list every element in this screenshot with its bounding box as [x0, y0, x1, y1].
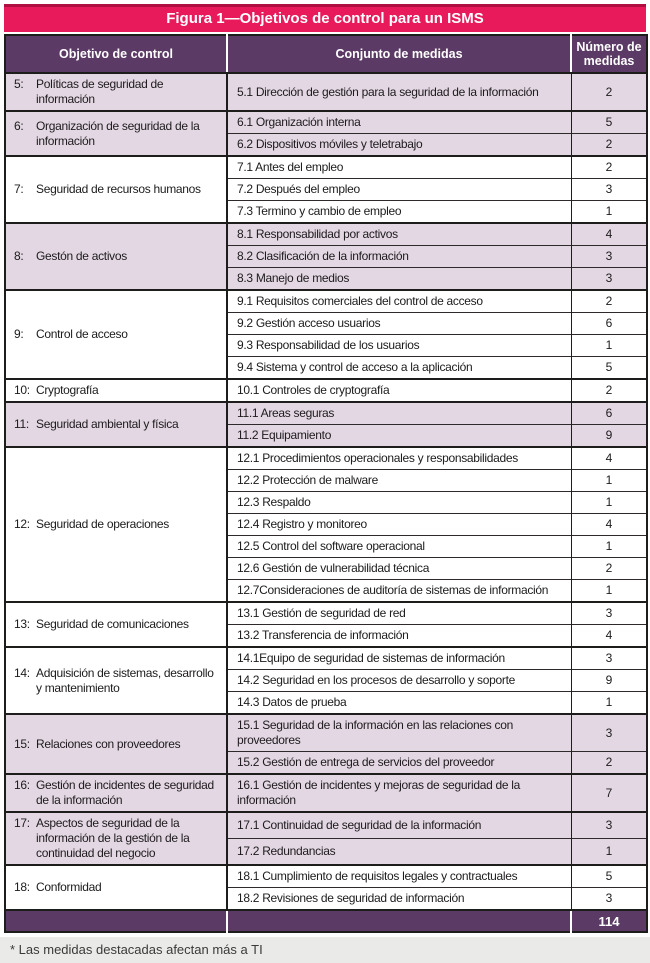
objective-label: Relaciones con proveedores: [36, 736, 181, 751]
objective-cell: [5, 774, 227, 812]
measure-row: [5, 774, 647, 812]
measure-label-cell: 5.1 Dirección de gestión para la seguridad de la información: [227, 73, 571, 111]
objective-cell: [5, 73, 227, 111]
objective-label: Seguridad de comunicaciones: [36, 617, 189, 631]
column-header-conjunto: Conjunto de medidas: [227, 35, 571, 73]
objective-number: 14:: [14, 665, 30, 680]
measure-label-cell: 18.2 Revisiones de seguridad de información: [227, 888, 571, 911]
measure-label-cell: 12.3 Respaldo: [227, 492, 571, 514]
measure-label-cell: 13.2 Transferencia de información: [227, 625, 571, 648]
measure-label-cell: 9.2 Gestión acceso usuarios: [227, 313, 571, 335]
objective-cell: [5, 812, 227, 865]
total-row: [5, 910, 647, 932]
measure-label-cell: 11.1 Areas seguras: [227, 402, 571, 425]
measure-label-cell: 6.1 Organización interna: [227, 111, 571, 134]
objective-label: Seguridad de operaciones: [36, 517, 169, 531]
header-row: [5, 35, 647, 73]
measure-label-cell: 16.1 Gestión de incidentes y mejoras de seguridad de la información: [227, 774, 571, 812]
measure-label-cell: 9.3 Responsabilidad de los usuarios: [227, 335, 571, 357]
objective-cell: [5, 647, 227, 714]
total-spacer-measures: [227, 910, 571, 932]
objective-cell: [5, 402, 227, 447]
footnote: * Las medidas destacadas afectan más a TI: [0, 937, 650, 963]
objective-cell: [5, 111, 227, 156]
measure-count-cell: 2: [571, 290, 647, 313]
objective-number: 6:: [14, 118, 24, 133]
objective-label: Aspectos de seguridad de la información de la gestión de la continuidad del negocio: [36, 816, 190, 860]
measure-label-cell: 12.2 Protección de malware: [227, 470, 571, 492]
measure-row: [5, 156, 647, 179]
column-header-objetivo: Objetivo de control: [5, 35, 227, 73]
total-count: 114: [571, 910, 647, 932]
objective-number: 13:: [14, 617, 30, 631]
measure-count-cell: 1: [571, 201, 647, 224]
objective-cell: [5, 223, 227, 290]
measure-count-cell: 3: [571, 602, 647, 625]
measure-label-cell: 12.5 Control del software operacional: [227, 536, 571, 558]
objective-cell: [5, 714, 227, 774]
measure-count-cell: 3: [571, 179, 647, 201]
objective-label: Seguridad de recursos humanos: [36, 182, 201, 196]
measure-row: [5, 379, 647, 402]
measure-label-cell: 14.3 Datos de prueba: [227, 692, 571, 715]
measure-count-cell: 2: [571, 379, 647, 402]
measure-row: [5, 602, 647, 625]
measure-count-cell: 2: [571, 752, 647, 775]
objective-number: 12:: [14, 517, 30, 531]
objective-number: 5:: [14, 77, 24, 91]
measure-count-cell: 9: [571, 670, 647, 692]
objective-number: 17:: [14, 816, 30, 830]
measure-count-cell: 2: [571, 73, 647, 111]
objective-label: Seguridad ambiental y física: [36, 417, 179, 431]
measure-row: [5, 223, 647, 246]
measure-label-cell: 12.4 Registro y monitoreo: [227, 514, 571, 536]
objective-label: Gestión de incidentes de seguridad de la información: [36, 778, 214, 807]
measure-row: [5, 865, 647, 888]
measure-label-cell: 17.1 Continuidad de seguridad de la información: [227, 812, 571, 839]
controls-table: [4, 34, 648, 933]
measure-row: [5, 402, 647, 425]
objective-number: 10:: [14, 383, 30, 397]
measure-label-cell: 14.2 Seguridad en los procesos de desarrollo y soporte: [227, 670, 571, 692]
objective-number: 18:: [14, 880, 30, 894]
measure-label-cell: 9.4 Sistema y control de acceso a la aplicación: [227, 357, 571, 380]
objective-number: 11:: [14, 417, 29, 431]
objective-label: Cryptografía: [36, 383, 99, 397]
measure-count-cell: 2: [571, 156, 647, 179]
measure-count-cell: 5: [571, 357, 647, 380]
measure-count-cell: 5: [571, 111, 647, 134]
measure-count-cell: 1: [571, 580, 647, 603]
measure-label-cell: 6.2 Dispositivos móviles y teletrabajo: [227, 134, 571, 157]
table-footer: [5, 910, 647, 932]
measure-label-cell: 12.1 Procedimientos operacionales y responsabilidades: [227, 447, 571, 470]
measure-count-cell: 3: [571, 246, 647, 268]
measure-label-cell: 17.2 Redundancias: [227, 839, 571, 866]
measure-count-cell: 2: [571, 134, 647, 157]
measure-count-cell: 4: [571, 625, 647, 648]
measure-count-cell: 6: [571, 313, 647, 335]
objective-cell: [5, 379, 227, 402]
measure-label-cell: 11.2 Equipamiento: [227, 425, 571, 448]
objective-cell: [5, 602, 227, 647]
measure-count-cell: 7: [571, 774, 647, 812]
measure-count-cell: 3: [571, 268, 647, 291]
measure-row: [5, 111, 647, 134]
objective-number: 15:: [14, 736, 30, 751]
measure-count-cell: 6: [571, 402, 647, 425]
figure-title: Figura 1—Objetivos de control para un ISMS: [4, 4, 646, 32]
objective-number: 8:: [14, 249, 24, 263]
measure-count-cell: 3: [571, 812, 647, 839]
measure-label-cell: 13.1 Gestión de seguridad de red: [227, 602, 571, 625]
measure-label-cell: 15.2 Gestión de entrega de servicios del proveedor: [227, 752, 571, 775]
measure-row: [5, 647, 647, 670]
objective-number: 7:: [14, 182, 24, 196]
total-spacer-objective: [5, 910, 227, 932]
measure-count-cell: 5: [571, 865, 647, 888]
measure-count-cell: 1: [571, 536, 647, 558]
measure-label-cell: 8.1 Responsabilidad por activos: [227, 223, 571, 246]
measure-count-cell: 9: [571, 425, 647, 448]
measure-label-cell: 12.7Consideraciones de auditoría de sistemas de información: [227, 580, 571, 603]
measure-count-cell: 1: [571, 335, 647, 357]
measure-count-cell: 1: [571, 692, 647, 715]
measure-count-cell: 3: [571, 888, 647, 911]
measure-row: [5, 73, 647, 111]
objective-label: Control de acceso: [36, 327, 128, 341]
measure-count-cell: 1: [571, 492, 647, 514]
table-body: [5, 73, 647, 910]
measure-count-cell: 1: [571, 470, 647, 492]
measure-count-cell: 4: [571, 447, 647, 470]
measure-count-cell: 4: [571, 514, 647, 536]
measure-row: [5, 447, 647, 470]
measure-count-cell: 3: [571, 714, 647, 752]
measure-label-cell: 7.1 Antes del empleo: [227, 156, 571, 179]
objective-label: Conformidad: [36, 880, 102, 894]
measure-label-cell: 8.3 Manejo de medios: [227, 268, 571, 291]
objective-label: Organización de seguridad de la información: [36, 118, 200, 148]
measure-count-cell: 2: [571, 558, 647, 580]
measure-label-cell: 8.2 Clasificación de la información: [227, 246, 571, 268]
measure-label-cell: 7.3 Termino y cambio de empleo: [227, 201, 571, 224]
measure-row: [5, 812, 647, 839]
measure-label-cell: 14.1Equipo de seguridad de sistemas de información: [227, 647, 571, 670]
measure-count-cell: 4: [571, 223, 647, 246]
objective-cell: [5, 290, 227, 379]
measure-label-cell: 12.6 Gestión de vulnerabilidad técnica: [227, 558, 571, 580]
objective-cell: [5, 156, 227, 223]
objective-cell: [5, 865, 227, 910]
measure-label-cell: 7.2 Después del empleo: [227, 179, 571, 201]
measure-label-cell: 9.1 Requisitos comerciales del control de acceso: [227, 290, 571, 313]
objective-label: Gestón de activos: [36, 249, 127, 263]
measure-row: [5, 290, 647, 313]
measure-label-cell: 10.1 Controles de cryptografía: [227, 379, 571, 402]
objective-label: Adquisición de sistemas, desarrollo y mantenimiento: [36, 665, 214, 695]
objective-label: Políticas de seguridad de información: [36, 77, 164, 106]
column-header-numero: Número de medidas: [571, 35, 647, 73]
measure-count-cell: 3: [571, 647, 647, 670]
objective-number: 9:: [14, 327, 24, 341]
measure-count-cell: 1: [571, 839, 647, 866]
objective-cell: [5, 447, 227, 602]
measure-label-cell: 15.1 Seguridad de la información en las relaciones con proveedores: [227, 714, 571, 752]
measure-label-cell: 18.1 Cumplimiento de requisitos legales y contractuales: [227, 865, 571, 888]
measure-row: [5, 714, 647, 752]
table-header: [5, 35, 647, 73]
objective-number: 16:: [14, 778, 30, 792]
